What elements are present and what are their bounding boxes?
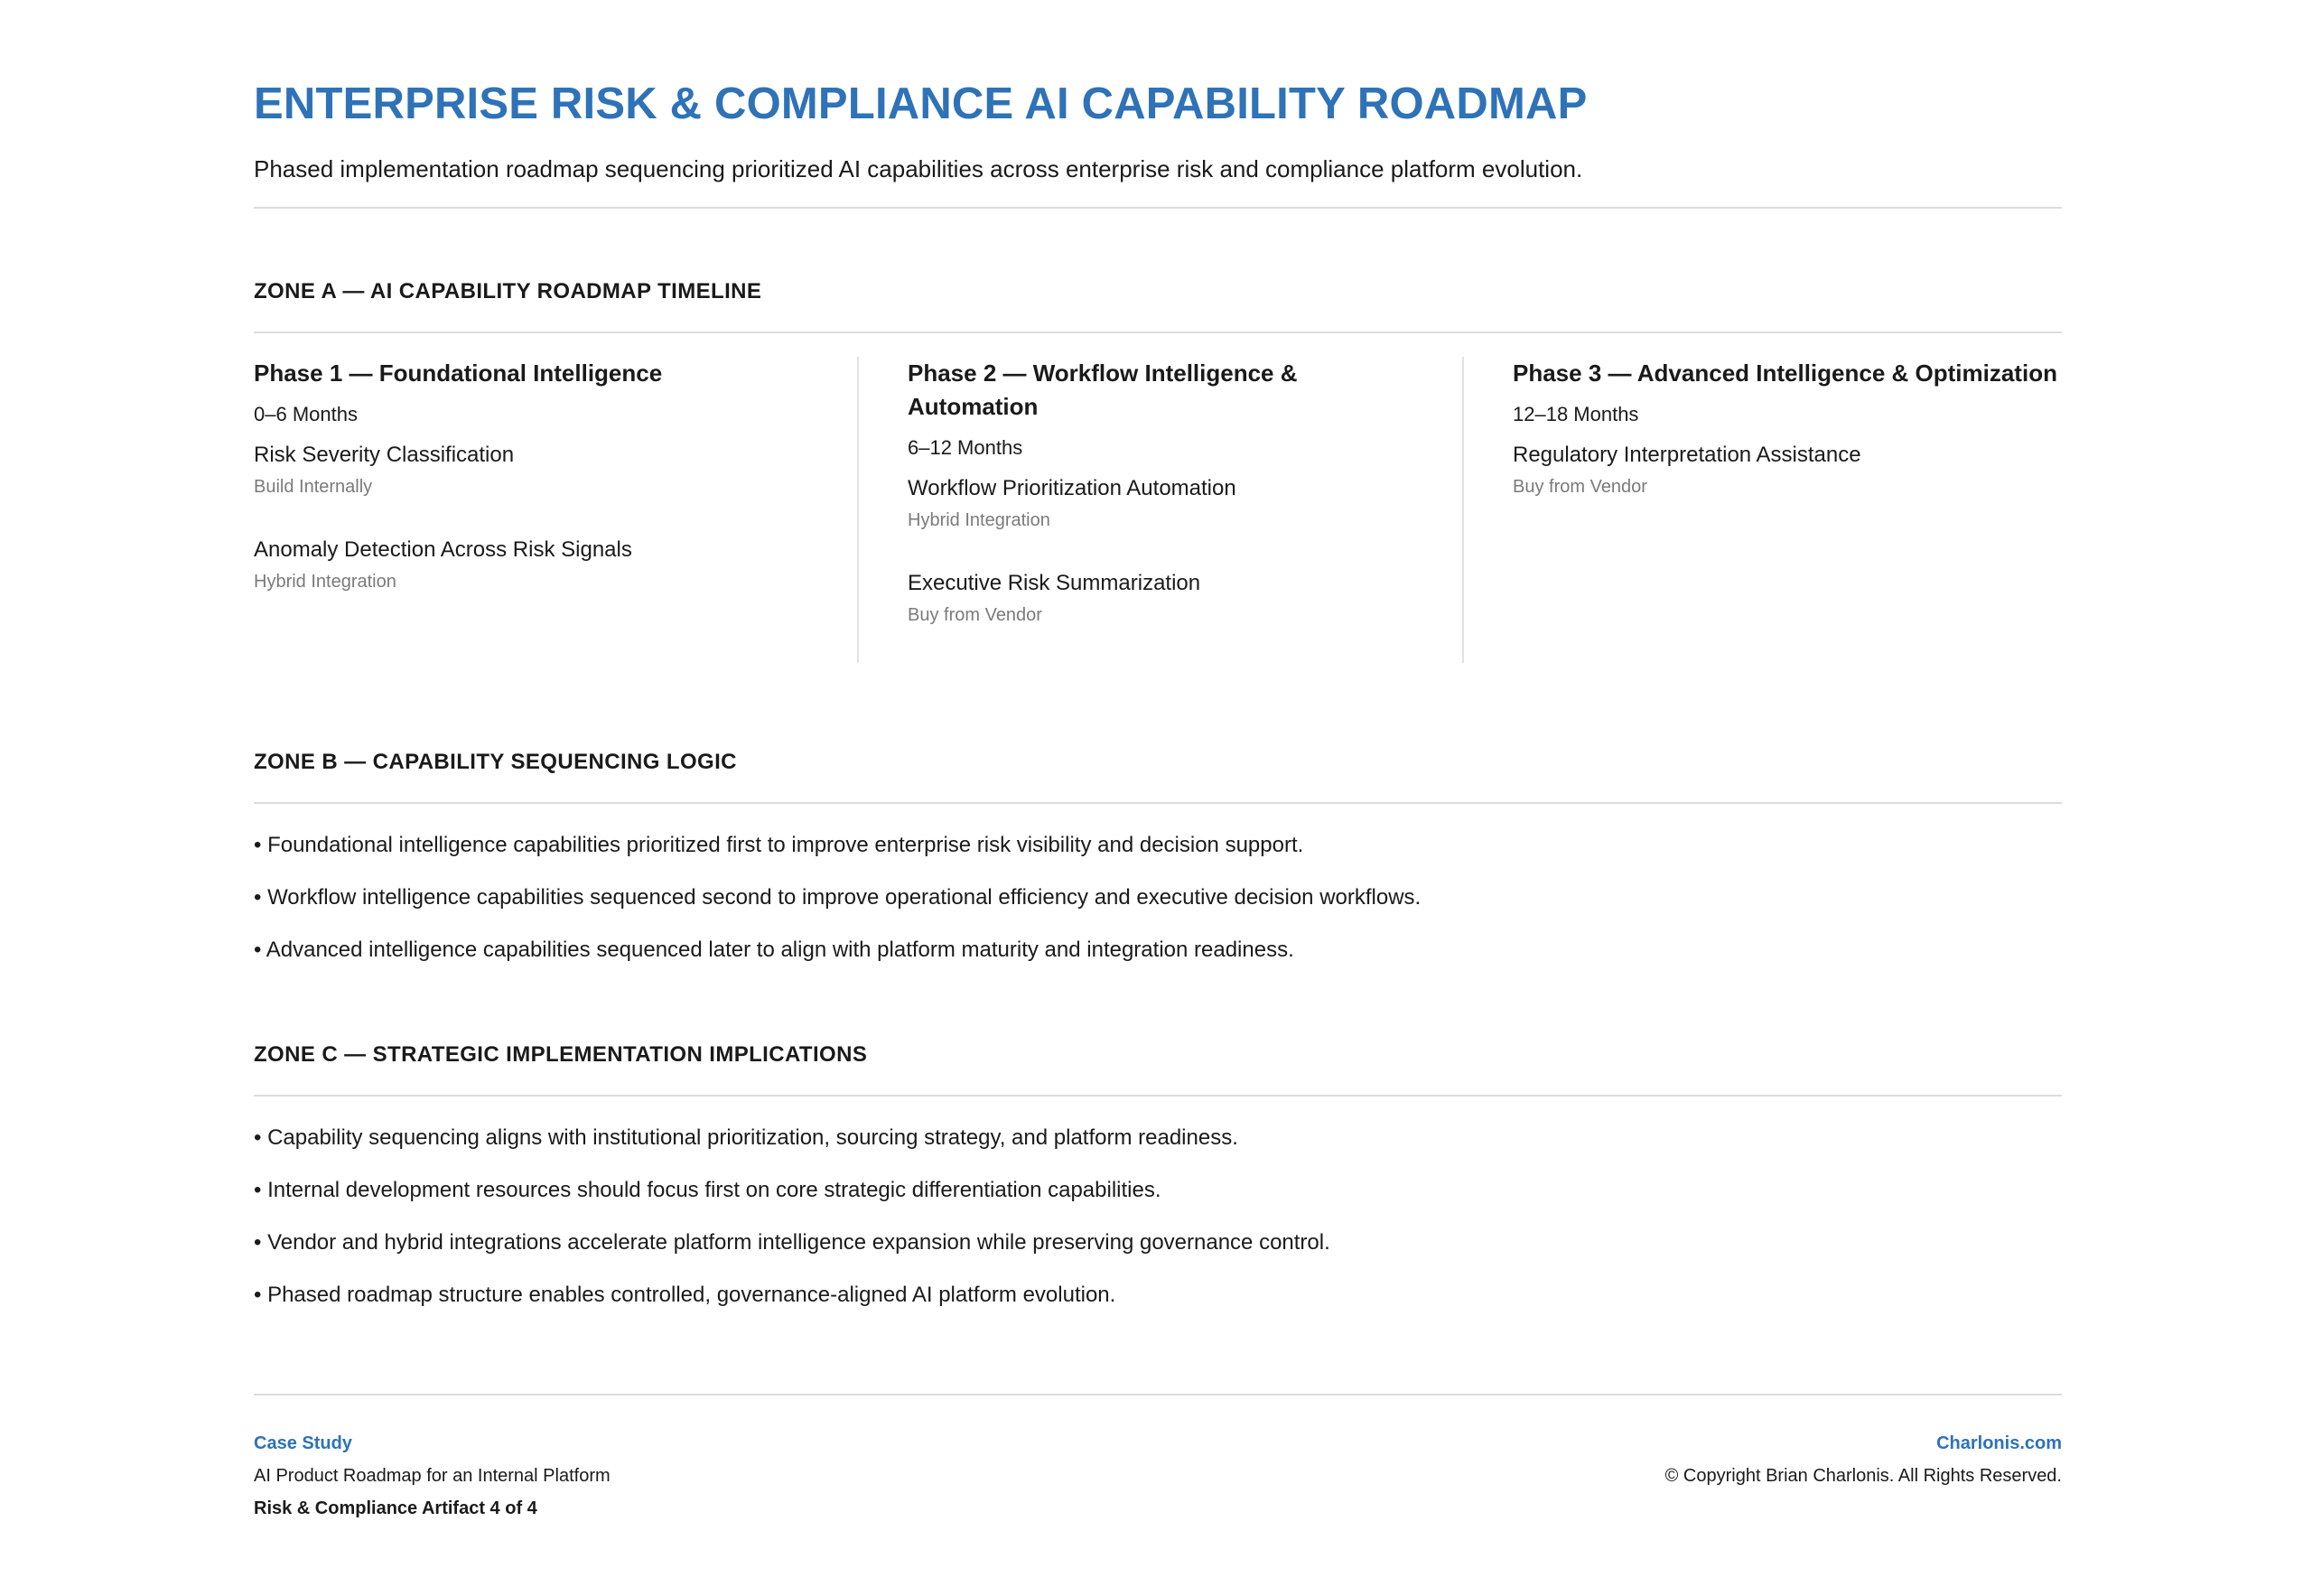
site-link[interactable]: Charlonis.com [1936, 1433, 2062, 1453]
capability-item [254, 537, 821, 593]
footer-right [1665, 1432, 2062, 1520]
phase-title: Phase 3 — Advanced Intelligence & Optimization [1513, 359, 2057, 387]
capability-item [254, 442, 821, 499]
phase-timeframe: 0–6 Months [254, 403, 358, 425]
case-study-description: AI Product Roadmap for an Internal Platform [254, 1466, 611, 1486]
capability-name: Regulatory Interpretation Assistance [1513, 443, 1861, 467]
phase-title: Phase 2 — Workflow Intelligence & Automation [908, 359, 1298, 420]
capability-item [908, 570, 1426, 627]
zone-c-heading: ZONE C — STRATEGIC IMPLEMENTATION IMPLICATIONS [254, 1042, 868, 1067]
phase-column-2 [859, 357, 1464, 663]
phase-title: Phase 1 — Foundational Intelligence [254, 359, 663, 387]
footer-divider [254, 1394, 2062, 1395]
phase-timeframe: 12–18 Months [1513, 403, 1639, 425]
list-item: • Phased roadmap structure enables controlled, governance-aligned AI platform evolution. [254, 1283, 1116, 1307]
capability-source: Build Internally [254, 477, 373, 497]
zone-b [254, 749, 2062, 964]
list-item: • Vendor and hybrid integrations accelerate platform intelligence expansion while preserving governance control. [254, 1230, 1330, 1255]
capability-name: Executive Risk Summarization [908, 571, 1201, 595]
capability-source: Buy from Vendor [1513, 477, 1647, 497]
capability-name: Risk Severity Classification [254, 443, 515, 467]
zone-a [254, 278, 2062, 663]
capability-name: Workflow Prioritization Automation [908, 476, 1236, 500]
list-item: • Advanced intelligence capabilities sequenced later to align with platform maturity and integration readiness. [254, 938, 1294, 962]
copyright-text: © Copyright Brian Charlonis. All Rights Reserved. [1664, 1466, 2062, 1486]
zone-c [254, 1041, 2062, 1309]
list-item: • Capability sequencing aligns with institutional prioritization, sourcing strategy, and platform readiness. [254, 1125, 1238, 1150]
header-divider [254, 207, 2062, 209]
page-subtitle: Phased implementation roadmap sequencing prioritized AI capabilities across enterprise risk and compliance platform evolution. [254, 155, 1583, 182]
case-study-label: Case Study [254, 1433, 352, 1453]
capability-source: Hybrid Integration [254, 572, 396, 592]
footer [254, 1432, 2062, 1520]
phase-timeframe: 6–12 Months [908, 436, 1023, 459]
implementation-implications-list [254, 1125, 2062, 1309]
phase-timeline [254, 357, 2062, 663]
list-item: • Workflow intelligence capabilities sequenced second to improve operational efficiency and executive decision workflows. [254, 885, 1422, 910]
sequencing-logic-list [254, 832, 2062, 964]
phase-column-1 [254, 357, 859, 663]
footer-left [254, 1432, 611, 1520]
capability-item [908, 475, 1426, 532]
list-item: • Internal development resources should focus first on core strategic differentiation capabilities. [254, 1178, 1161, 1202]
page-title: ENTERPRISE RISK & COMPLIANCE AI CAPABILITY ROADMAP [254, 79, 1588, 128]
zone-b-heading: ZONE B — CAPABILITY SEQUENCING LOGIC [254, 750, 737, 774]
capability-name: Anomaly Detection Across Risk Signals [254, 537, 632, 562]
zone-c-divider [254, 1095, 2062, 1097]
zone-b-divider [254, 802, 2062, 804]
zone-a-divider [254, 331, 2062, 333]
list-item: • Foundational intelligence capabilities prioritized first to improve enterprise risk visibility and decision support. [254, 833, 1304, 857]
capability-source: Buy from Vendor [908, 605, 1042, 625]
capability-source: Hybrid Integration [908, 510, 1050, 530]
zone-a-heading: ZONE A — AI CAPABILITY ROADMAP TIMELINE [254, 279, 762, 303]
phase-column-3 [1464, 357, 2062, 663]
artifact-label: Risk & Compliance Artifact 4 of 4 [254, 1498, 537, 1518]
capability-item [1513, 442, 2062, 499]
